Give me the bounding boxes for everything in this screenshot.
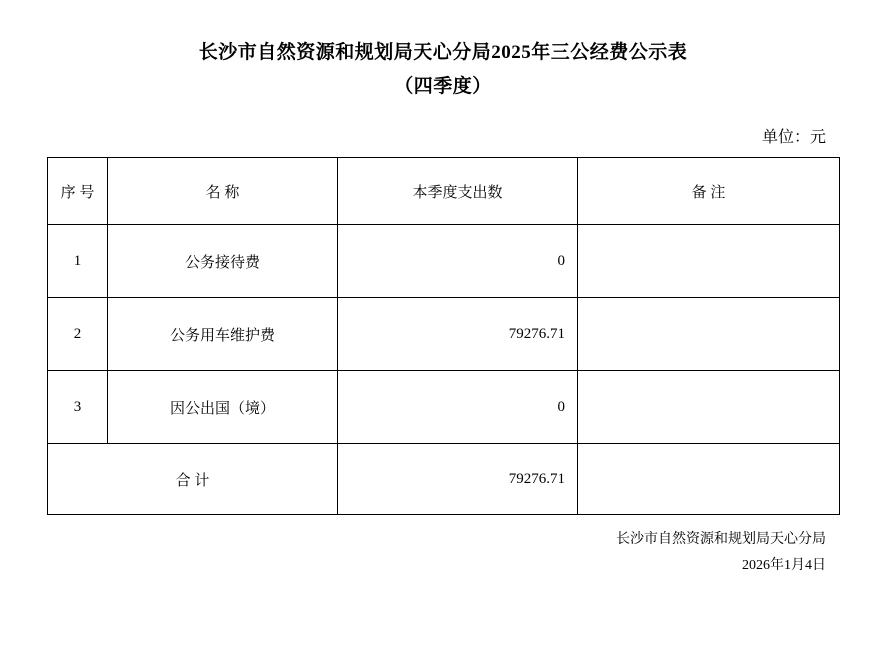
unit-label: 单位：元 [761,129,826,146]
cell-no: 2 [48,298,108,371]
footer-date: 2026年1月4日 [742,558,826,573]
table-row [48,298,840,371]
cell-amount: 0 [338,225,578,298]
cell-note [578,225,840,298]
cell-amount: 0 [338,371,578,444]
footer-organization: 长沙市自然资源和规划局天心分局 [616,532,826,547]
table-row [48,371,840,444]
table-header-row [48,158,840,225]
total-label: 合 计 [48,444,338,515]
cell-no: 1 [48,225,108,298]
cell-note [578,371,840,444]
cell-name: 因公出国（境） [108,371,338,444]
header-cell-no: 序 号 [48,158,108,225]
header-cell-amount: 本季度支出数 [338,158,578,225]
cell-amount: 79276.71 [338,298,578,371]
cell-name: 公务用车维护费 [108,298,338,371]
table-row [48,225,840,298]
table-total-row [48,444,840,515]
total-amount: 79276.71 [338,444,578,515]
cell-name: 公务接待费 [108,225,338,298]
document-page [0,38,886,663]
cell-note [578,298,840,371]
page-title [0,38,886,102]
total-note [578,444,840,515]
header-cell-name: 名 称 [108,158,338,225]
title-line-1: 长沙市自然资源和规划局天心分局2025年三公经费公示表 [198,42,688,63]
title-line-2: （四季度） [394,76,492,97]
sangong-expense-table [47,157,840,515]
cell-no: 3 [48,371,108,444]
header-cell-note: 备 注 [578,158,840,225]
document-footer [0,527,826,579]
